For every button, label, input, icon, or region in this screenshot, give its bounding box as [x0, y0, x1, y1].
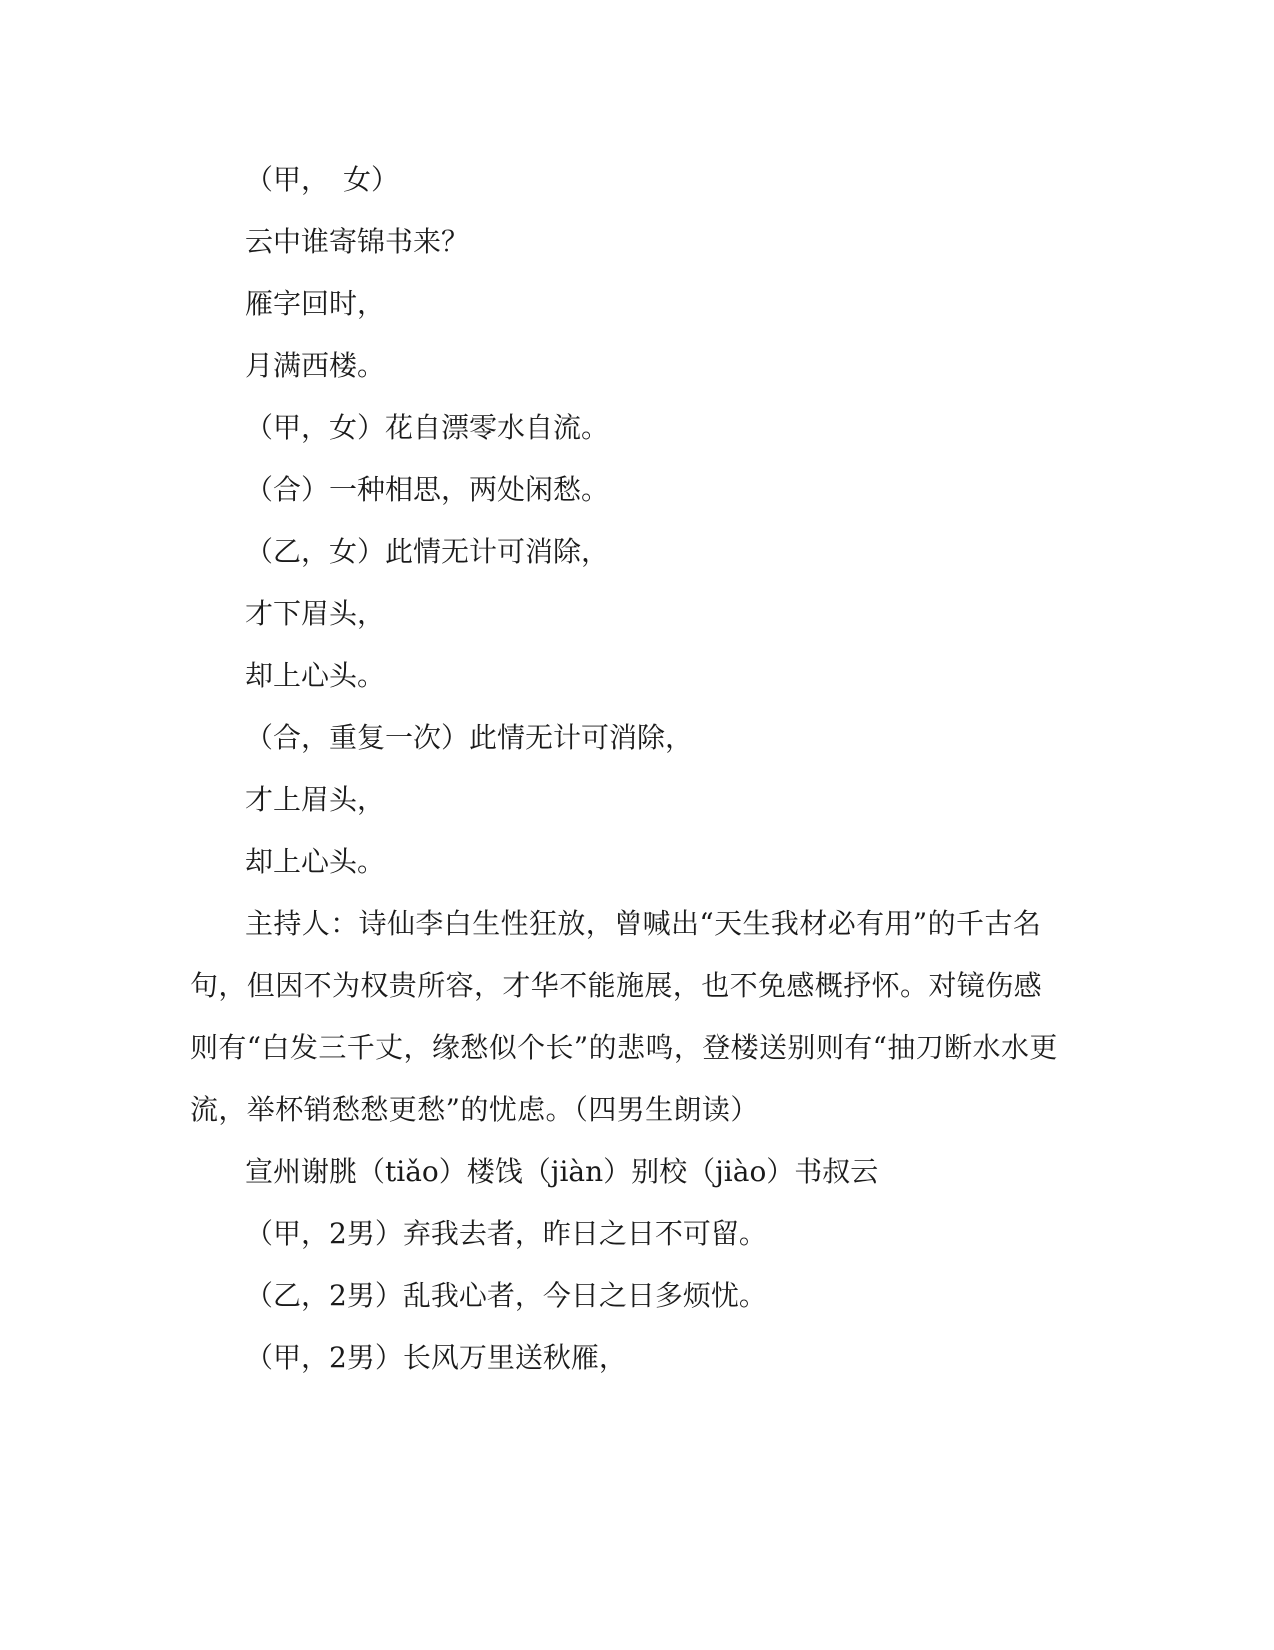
text-line: 雁字回时，: [245, 287, 386, 320]
text-line: （甲，女）花自漂零水自流。: [245, 411, 610, 444]
text-line: （合，重复一次）此情无计可消除，: [245, 721, 694, 754]
text-line: （合）一种相思，两处闲愁。: [245, 473, 610, 506]
text-line: 才下眉头，: [245, 597, 386, 630]
text-line: （甲， 女）: [245, 163, 400, 196]
poem-title-line: 宣州谢朓（tiǎo）楼饯（jiàn）别校（jiào）书叔云: [245, 1155, 879, 1188]
text-line: 云中谁寄锦书来？: [245, 225, 470, 258]
text-line: 却上心头。: [245, 845, 386, 878]
host-paragraph: 主持人：诗仙李白生性狂放，曾喊出“天生我材必有用”的千古名句，但因不为权贵所容，才华不能施展，也不免感概抒怀。对镜伤感则有“白发三千丈，缘愁似个长”的悲鸣，登楼送别则有“抽刀断水水更流，举杯销愁愁更愁”的忧虑。（四男生朗读）: [190, 907, 1058, 1126]
text-line: （甲，2男）长风万里送秋雁，: [245, 1341, 627, 1374]
document-body: [190, 158, 1070, 1398]
text-line: 才上眉头，: [245, 783, 386, 816]
text-line: （甲，2男）弃我去者，昨日之日不可留。: [245, 1217, 767, 1250]
text-line: （乙，女）此情无计可消除，: [245, 535, 610, 568]
text-line: （乙，2男）乱我心者，今日之日多烦忧。: [245, 1279, 767, 1312]
text-line: 却上心头。: [245, 659, 386, 692]
text-line: 月满西楼。: [245, 349, 386, 382]
